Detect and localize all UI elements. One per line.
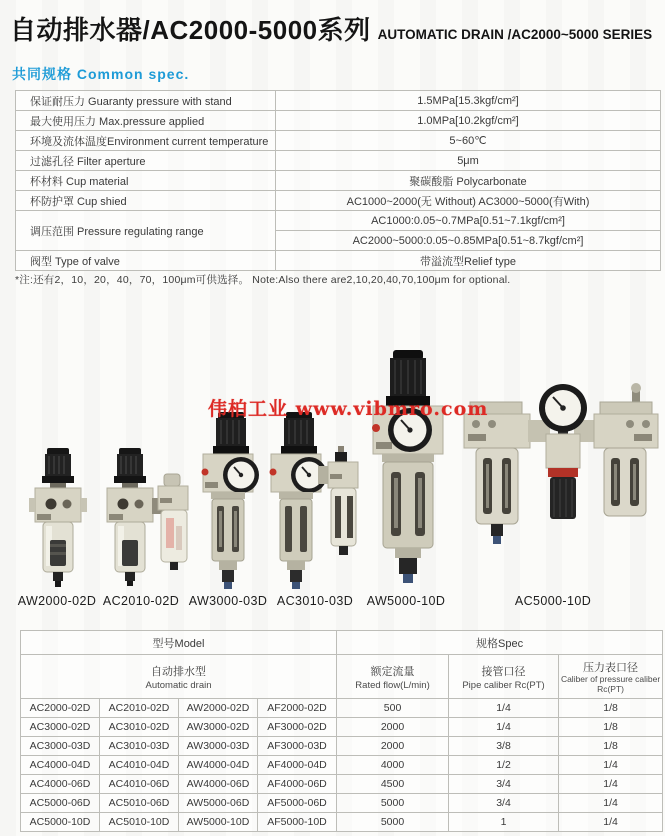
header-gauge-caliber-zh: 压力表口径 xyxy=(583,661,639,674)
spec-row xyxy=(16,171,661,191)
spec-value: 1.0MPa[10.2kgf/cm²] xyxy=(276,111,661,131)
header-pipe-caliber-en: Pipe caliber Rc(PT) xyxy=(462,679,545,691)
header-rated-flow xyxy=(337,655,449,699)
spec-label: 调压范围 Pressure regulating range xyxy=(16,211,276,251)
section-heading-common-spec: 共同规格 Common spec. xyxy=(12,66,190,82)
spec-value: AC1000:0.05~0.7MPa[0.51~7.1kgf/cm²] xyxy=(276,211,661,231)
header-auto-drain xyxy=(21,655,337,699)
table-row xyxy=(21,775,663,794)
spec-label: 保证耐压力 Guaranty pressure with stand xyxy=(16,91,276,111)
table-cell: 3/4 xyxy=(449,775,559,794)
header-gauge-caliber-en2: Rc(PT) xyxy=(597,683,624,694)
product-label: AC2010-02D xyxy=(102,594,180,608)
table-cell: AC5010-06D xyxy=(100,794,179,813)
product-figure-ac3010 xyxy=(266,412,362,590)
spec-label: 阀型 Type of valve xyxy=(16,251,276,271)
spec-label: 杯防护罩 Cup shied xyxy=(16,191,276,211)
table-cell: 1/8 xyxy=(559,699,663,718)
filter-regulator-lubricator-gauge-illustration xyxy=(266,412,362,590)
product-label: AC3010-03D xyxy=(276,594,354,608)
spec-value: 1.5MPa[15.3kgf/cm²] xyxy=(276,91,661,111)
table-cell: AW3000-02D xyxy=(179,718,258,737)
table-cell: AC5010-10D xyxy=(100,813,179,832)
large-filter-regulator-illustration xyxy=(368,350,448,588)
spec-row xyxy=(16,211,661,231)
spec-label: 过滤孔径 Filter aperture xyxy=(16,151,276,171)
spec-row xyxy=(16,111,661,131)
table-cell: 1/4 xyxy=(559,813,663,832)
table-cell: AC3000-03D xyxy=(21,737,100,756)
table-cell: AC2010-02D xyxy=(100,699,179,718)
table-cell: AC4000-04D xyxy=(21,756,100,775)
filter-regulator-gauge-illustration xyxy=(198,412,262,590)
table-cell: AW5000-06D xyxy=(179,794,258,813)
table-cell: 1/4 xyxy=(559,794,663,813)
table-cell: AW3000-03D xyxy=(179,737,258,756)
table-cell: 1/4 xyxy=(559,775,663,794)
table-cell: 1/4 xyxy=(449,699,559,718)
product-figure-ac2010 xyxy=(100,438,190,588)
table-cell: AW5000-10D xyxy=(179,813,258,832)
table-cell: 3/8 xyxy=(449,737,559,756)
table-cell: 500 xyxy=(337,699,449,718)
table-cell: AC3010-03D xyxy=(100,737,179,756)
header-rated-flow-en: Rated flow(L/min) xyxy=(355,679,430,691)
spec-label: 最大使用压力 Max.pressure applied xyxy=(16,111,276,131)
header-pipe-caliber-zh: 接管口径 xyxy=(481,665,526,678)
table-cell: AC5000-10D xyxy=(21,813,100,832)
header-pipe-caliber xyxy=(449,655,559,699)
watermark-text: 伟柏工业 www.vibmro.com xyxy=(208,398,489,420)
model-spec-table xyxy=(20,630,663,832)
header-auto-drain-en: Automatic drain xyxy=(145,679,212,691)
header-gauge-caliber xyxy=(559,655,663,699)
common-spec-table xyxy=(15,90,661,271)
table-cell: 2000 xyxy=(337,737,449,756)
table-cell: AF4000-06D xyxy=(258,775,337,794)
product-label: AC5000-10D xyxy=(514,594,592,608)
table-cell: AF4000-04D xyxy=(258,756,337,775)
header-model: 型号Model xyxy=(21,631,337,655)
table-cell: 5000 xyxy=(337,794,449,813)
page-title xyxy=(10,10,652,47)
table-cell: 1/8 xyxy=(559,737,663,756)
table-cell: 1/2 xyxy=(449,756,559,775)
table-cell: 1 xyxy=(449,813,559,832)
table-cell: AC5000-06D xyxy=(21,794,100,813)
table-row xyxy=(21,718,663,737)
spec-row xyxy=(16,151,661,171)
table-cell: AC4010-06D xyxy=(100,775,179,794)
product-figure-aw5000 xyxy=(368,350,448,588)
spec-row xyxy=(16,91,661,111)
spec-value: 聚碳酸脂 Polycarbonate xyxy=(276,171,661,191)
table-row xyxy=(21,794,663,813)
table-cell: AF5000-06D xyxy=(258,794,337,813)
product-figure-ac5000 xyxy=(462,378,660,578)
table-row xyxy=(21,737,663,756)
page-title-en: AUTOMATIC DRAIN /AC2000~5000 SERIES xyxy=(377,27,653,42)
product-label: AW3000-03D xyxy=(188,594,268,608)
product-label: AW5000-10D xyxy=(366,594,446,608)
header-spec: 规格Spec xyxy=(337,631,663,655)
table-cell: 2000 xyxy=(337,718,449,737)
table-cell: AF5000-10D xyxy=(258,813,337,832)
product-label: AW2000-02D xyxy=(17,594,97,608)
filter-regulator-illustration xyxy=(28,448,88,588)
table-cell: AF2000-02D xyxy=(258,699,337,718)
spec-row xyxy=(16,191,661,211)
footnote: *注:还有2，10，20，40，70，100μm可供选择。 Note:Also there are2,10,20,40,70,100μm for optional. xyxy=(15,274,511,286)
spec-value: AC2000~5000:0.05~0.85MPa[0.51~8.7kgf/cm²] xyxy=(276,231,661,251)
table-cell: AC4010-04D xyxy=(100,756,179,775)
table-row xyxy=(21,699,663,718)
table-cell: AW4000-06D xyxy=(179,775,258,794)
table-cell: 1/4 xyxy=(559,756,663,775)
table-cell: 5000 xyxy=(337,813,449,832)
table-cell: 1/4 xyxy=(449,718,559,737)
table-cell: AF3000-02D xyxy=(258,718,337,737)
filter-regulator-lubricator-illustration xyxy=(100,438,190,588)
table-row xyxy=(21,756,663,775)
table-header-row xyxy=(21,631,663,655)
table-cell: AC3000-02D xyxy=(21,718,100,737)
spec-label: 杯材料 Cup material xyxy=(16,171,276,191)
product-figure-aw2000 xyxy=(28,448,88,588)
table-row xyxy=(21,813,663,832)
table-cell: 4500 xyxy=(337,775,449,794)
table-header-row xyxy=(21,655,663,699)
table-cell: 1/8 xyxy=(559,718,663,737)
frl-combo-illustration xyxy=(462,378,660,578)
spec-value: 5~60℃ xyxy=(276,131,661,151)
header-auto-drain-zh: 自动排水型 xyxy=(151,665,207,678)
table-cell: AW4000-04D xyxy=(179,756,258,775)
product-photo-strip xyxy=(0,330,665,620)
header-rated-flow-zh: 额定流量 xyxy=(370,665,415,678)
table-cell: AW2000-02D xyxy=(179,699,258,718)
product-figure-aw3000 xyxy=(198,412,262,590)
spec-value: AC1000~2000(无 Without) AC3000~5000(有With) xyxy=(276,191,661,211)
table-cell: AC2000-02D xyxy=(21,699,100,718)
spec-row xyxy=(16,131,661,151)
table-cell: 3/4 xyxy=(449,794,559,813)
table-cell: AF3000-03D xyxy=(258,737,337,756)
table-cell: AC3010-02D xyxy=(100,718,179,737)
page-title-zh: 自动排水器/AC2000-5000系列 xyxy=(10,15,371,45)
table-cell: 4000 xyxy=(337,756,449,775)
table-cell: AC4000-06D xyxy=(21,775,100,794)
spec-label: 环境及流体温度Environment current temperature xyxy=(16,131,276,151)
spec-value: 5μm xyxy=(276,151,661,171)
spec-row xyxy=(16,251,661,271)
spec-value: 带溢流型Relief type xyxy=(276,251,661,271)
header-gauge-caliber-en1: Caliber of pressure caliber xyxy=(560,673,661,684)
